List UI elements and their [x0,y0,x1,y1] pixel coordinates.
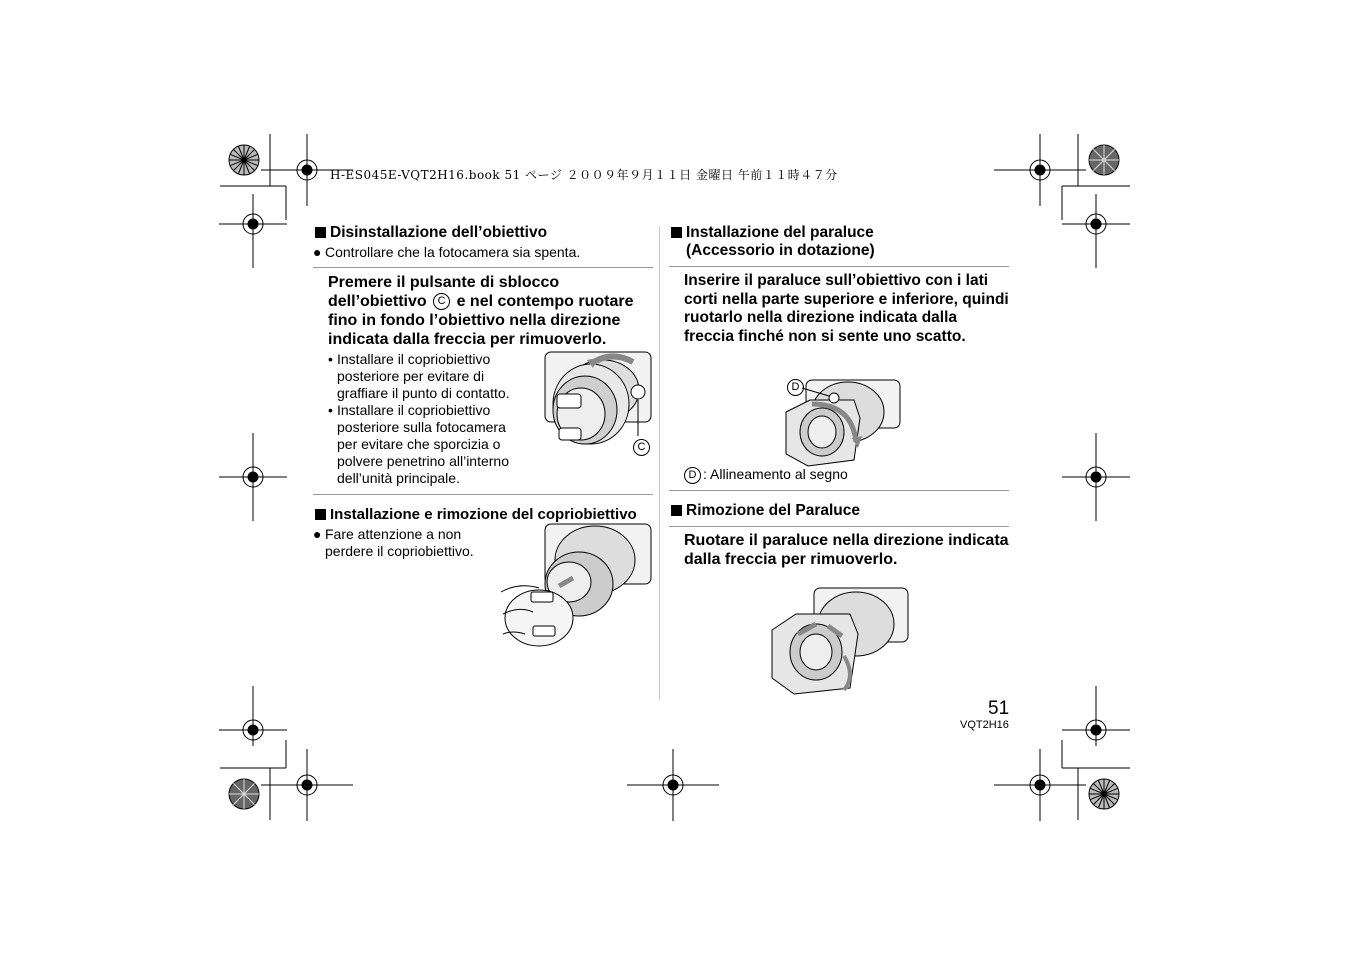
figure-label-d: D [787,379,804,396]
bullet-lens-cap-warning: ● Fare attenzione a non perdere il copriobiettivo. [313,526,474,559]
figure-caption-alignment: D : Allineamento al segno [669,466,1009,484]
page-number: 51 [988,698,1010,719]
hood-removal-illustration [770,586,910,698]
square-bullet-icon [671,227,682,238]
section-title-hood-install: Installazione del paraluce (Accessorio in dotazione) [669,224,1009,260]
square-bullet-icon [315,509,326,520]
step-instruction-remove-hood: Ruotare il paraluce nella direzione indicata dalla freccia per rimuoverlo. [684,531,1009,568]
section-rule [313,267,653,268]
section-rule [669,490,1009,491]
bullet-camera-off: ● Controllare che la fotocamera sia spenta. [313,244,581,260]
square-bullet-icon [671,505,682,516]
column-divider [659,226,660,700]
section-rule [313,494,653,495]
bullet-dot-icon: ● [313,244,322,260]
notes-list [313,351,523,487]
section-rule [669,526,1009,527]
bullet-dot-icon: ● [313,526,322,542]
list-item: • Installare il copriobiettivo posteriore sulla fotocamera per evitare che sporcizia o polvere penetrino all’interno dell’unità principale. [328,402,509,486]
section-rule [669,266,1009,267]
step-instruction-release-lens: Premere il pulsante di sblocco dell’obiettivo C e nel contempo ruotare fino in fondo l’obiettivo nella direzione indicata dalla freccia per rimuoverlo. [328,274,634,348]
marker-c-icon: C [433,293,450,310]
book-header-line: H-ES045E-VQT2H16.book 51 ページ ２００９年９月１１日 金曜日 午前１１時４７分 [330,168,838,182]
lens-cap-illustration [499,522,655,650]
figure-label-c: C [633,439,650,456]
square-bullet-icon [315,227,326,238]
section-title-lens-cap: Installazione e rimozione del copriobiettivo [313,506,653,524]
marker-d-icon: D [684,467,701,484]
section-title-hood-removal: Rimozione del Paraluce [669,502,1009,520]
section-title-lens-removal: Disinstallazione dell’obiettivo [313,224,653,242]
list-item: • Installare il copriobiettivo posteriore per evitare di graffiare il punto di contatto. [328,351,510,401]
step-instruction-install-hood: Inserire il paraluce sull’obiettivo con i lati corti nella parte superiore e inferiore, quindi ruotarlo nella direzione indicata dalla freccia finché non si sente uno scatto. [684,272,1009,345]
document-code: VQT2H16 [960,719,1009,731]
